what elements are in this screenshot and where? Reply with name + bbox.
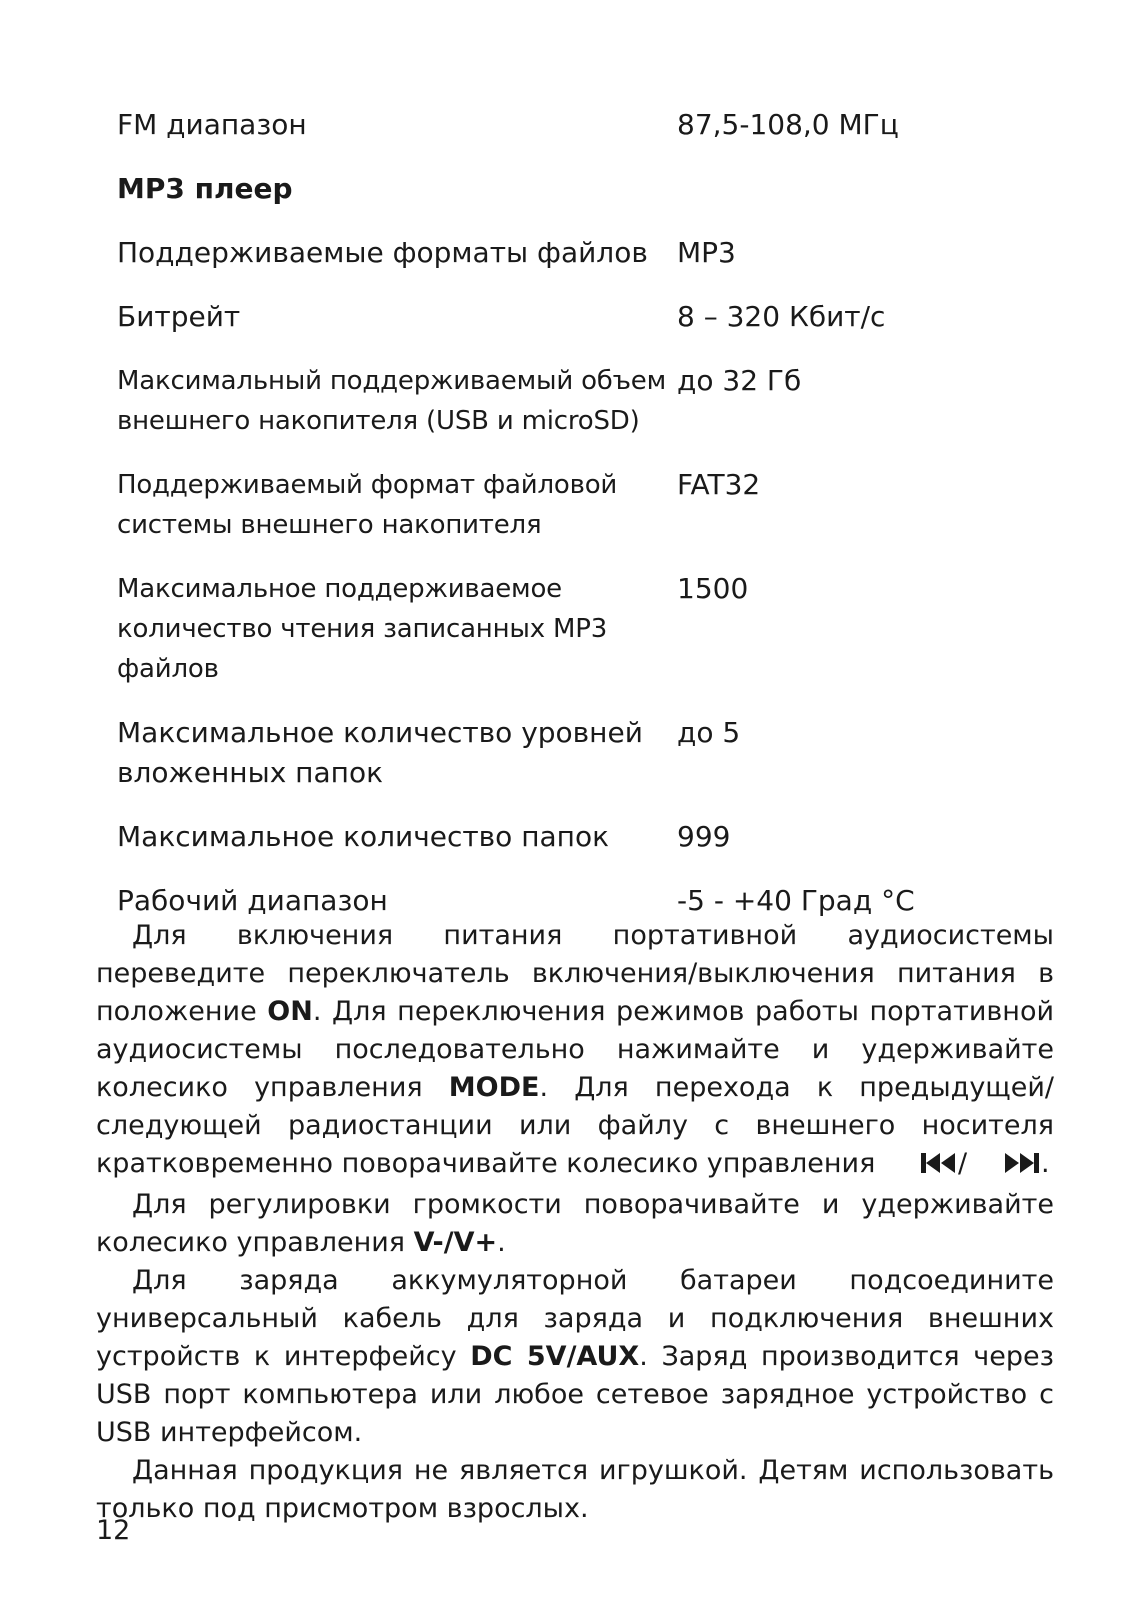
instructions-text	[96, 917, 1054, 1528]
text-run: .	[497, 1227, 506, 1258]
previous-track-icon	[884, 1148, 958, 1186]
spec-row-filesystem	[117, 465, 1037, 545]
spec-value: -5 - +40 Град °С	[677, 884, 915, 917]
paragraph-power-mode	[96, 917, 1054, 1186]
spec-row-formats	[117, 233, 1037, 273]
text-run: . Для перехода к предыдущей/следующей радиостанции или файлу с внешнего носителя кратковременно поворачивайте колесико управления	[96, 1072, 1054, 1179]
spec-row-bitrate	[117, 297, 1037, 337]
spec-label: Максимальное количество уровней вложенных папок	[117, 716, 643, 789]
spec-label: Поддерживаемые форматы файлов	[117, 236, 648, 269]
on-label: ON	[267, 996, 313, 1027]
text-run: . Для переключения режимов работы портативной аудиосистемы последовательно нажимайте и удерживайте колесико управления	[96, 996, 1055, 1103]
spec-value: FAT32	[677, 468, 761, 501]
spec-row-folder-levels	[117, 713, 1037, 793]
text-run: . Заряд производится через USB порт компьютера или любое сетевое зарядное устройство с USB интерфейсом.	[96, 1341, 1054, 1448]
paragraph-warning	[96, 1452, 1054, 1528]
spec-row-fm-range	[117, 105, 1037, 145]
page-number: 12	[96, 1515, 131, 1546]
spec-label: Максимальное количество папок	[117, 820, 610, 853]
section-heading-text: MP3 плеер	[117, 172, 293, 205]
spec-value: 87,5-108,0 МГц	[677, 108, 899, 141]
spec-value: до 5	[677, 716, 741, 749]
paragraph-volume	[96, 1186, 1054, 1262]
spec-row-max-files	[117, 569, 1037, 689]
spec-section-heading	[117, 169, 1037, 209]
spec-label: Рабочий диапазон	[117, 884, 388, 917]
spec-value: 999	[677, 820, 731, 853]
mode-label: MODE	[448, 1072, 540, 1103]
spec-row-operating-range	[117, 881, 1037, 921]
text-run: Для заряда аккумуляторной батареи подсоедините универсальный кабель для заряда и подключения внешних устройств к интерфейсу	[96, 1265, 1054, 1372]
text-run: Для регулировки громкости поворачивайте и удерживайте колесико управления	[96, 1189, 1054, 1258]
port-label: DC 5V/AUX	[470, 1341, 640, 1372]
text-run: .	[1041, 1148, 1050, 1179]
spec-label: Поддерживаемый формат файловой системы внешнего накопителя	[117, 470, 618, 540]
spec-label: Битрейт	[117, 300, 241, 333]
spec-row-max-folders	[117, 817, 1037, 857]
spec-value: до 32 Гб	[677, 364, 802, 397]
next-track-icon	[967, 1148, 1041, 1186]
separator: /	[957, 1148, 968, 1179]
spec-label: Максимальное поддерживаемое количество чтения записанных MP3 файлов	[117, 574, 608, 684]
spec-value: MP3	[677, 236, 736, 269]
text-run: Данная продукция не является игрушкой. Детям использовать только под присмотром взрослых.	[96, 1455, 1054, 1524]
spec-label: FM диапазон	[117, 108, 307, 141]
spec-value: 8 – 320 Кбит/с	[677, 300, 886, 333]
paragraph-charging	[96, 1262, 1054, 1452]
spec-row-max-storage	[117, 361, 1037, 441]
volume-label: V-/V+	[413, 1227, 498, 1258]
specifications-table	[117, 105, 1037, 945]
text-run: Для включения питания портативной аудиосистемы переведите переключатель включения/выключения питания в положение	[96, 920, 1054, 1027]
spec-label: Максимальный поддерживаемый объем внешнего накопителя (USB и microSD)	[117, 366, 666, 436]
spec-value: 1500	[677, 572, 749, 605]
